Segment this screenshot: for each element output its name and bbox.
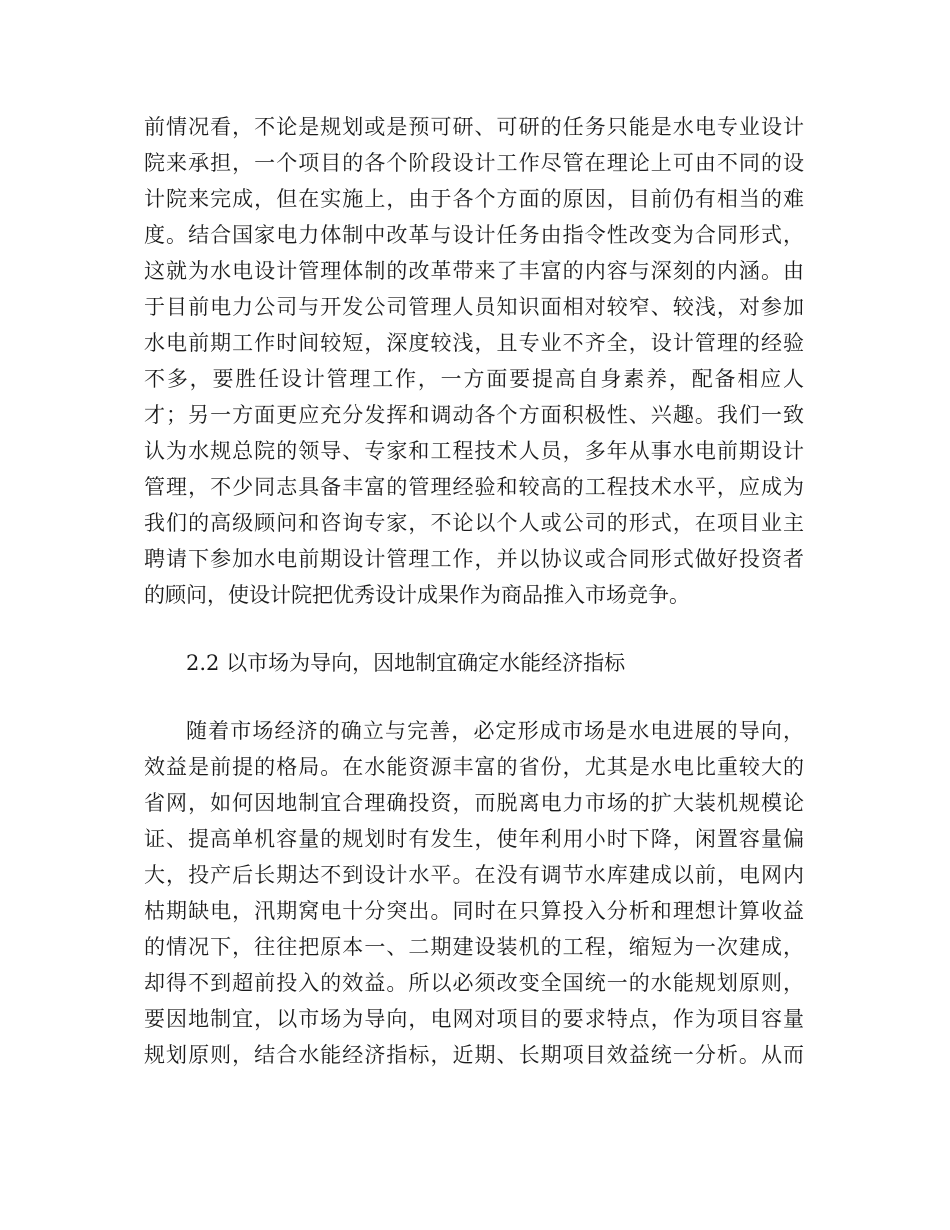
paragraph-2-line-2: 效益是前提的格局。在水能资源丰富的省份，尤其是水电比重较大的 (144, 755, 804, 779)
paragraph-1-line-8: 不多，要胜任设计管理工作，一方面要提高自身素养，配备相应人 (144, 367, 804, 391)
paragraph-2-line-3: 省网，如何因地制宜合理确投资，而脱离电力市场的扩大装机规模论 (144, 791, 804, 815)
paragraph-2-line-4: 证、提高单机容量的规划时有发生，使年利用小时下降，闲置容量偏 (144, 827, 804, 851)
paragraph-1-line-1: 前情况看，不论是规划或是预可研、可研的任务只能是水电专业设计 (144, 115, 804, 139)
paragraph-1-line-4: 度。结合国家电力体制中改革与设计任务由指令性改变为合同形式， (144, 223, 804, 247)
paragraph-1-line-11: 管理，不少同志具备丰富的管理经验和较高的工程技术水平，应成为 (144, 475, 804, 499)
paragraph-1-line-10: 认为水规总院的领导、专家和工程技术人员，多年从事水电前期设计 (144, 439, 804, 463)
paragraph-1-line-9: 才；另一方面更应充分发挥和调动各个方面积极性、兴趣。我们一致 (144, 403, 804, 427)
paragraph-1-line-12: 我们的高级顾问和咨询专家，不论以个人或公司的形式，在项目业主 (144, 511, 804, 535)
paragraph-2-line-8: 却得不到超前投入的效益。所以必须改变全国统一的水能规划原则， (144, 971, 804, 995)
paragraph-1-line-5: 这就为水电设计管理体制的改革带来了丰富的内容与深刻的内涵。由 (144, 259, 804, 283)
paragraph-2-line-10: 规划原则，结合水能经济指标，近期、长期项目效益统一分析。从而 (144, 1043, 804, 1067)
paragraph-1-line-3: 计院来完成，但在实施上，由于各个方面的原因，目前仍有相当的难 (144, 187, 804, 211)
section-heading: 2.2 以市场为导向，因地制宜确定水能经济指标 (186, 651, 626, 675)
paragraph-2-line-7: 的情况下，往往把原本一、二期建设装机的工程，缩短为一次建成， (144, 935, 804, 959)
paragraph-2-line-1: 随着市场经济的确立与完善，必定形成市场是水电进展的导向， (186, 719, 804, 743)
paragraph-1-line-2: 院来承担，一个项目的各个阶段设计工作尽管在理论上可由不同的设 (144, 151, 804, 175)
paragraph-1-line-7: 水电前期工作时间较短，深度较浅，且专业不齐全，设计管理的经验 (144, 331, 804, 355)
paragraph-1-line-14: 的顾问，使设计院把优秀设计成果作为商品推入市场竞争。 (144, 583, 690, 607)
paragraph-1-line-6: 于目前电力公司与开发公司管理人员知识面相对较窄、较浅，对参加 (144, 295, 804, 319)
paragraph-2-line-6: 枯期缺电，汛期窝电十分突出。同时在只算投入分析和理想计算收益 (144, 899, 804, 923)
paragraph-2-line-5: 大，投产后长期达不到设计水平。在没有调节水库建成以前，电网内 (144, 863, 804, 887)
paragraph-1-line-13: 聘请下参加水电前期设计管理工作，并以协议或合同形式做好投资者 (144, 547, 804, 571)
paragraph-2-line-9: 要因地制宜，以市场为导向，电网对项目的要求特点，作为项目容量 (144, 1007, 804, 1031)
